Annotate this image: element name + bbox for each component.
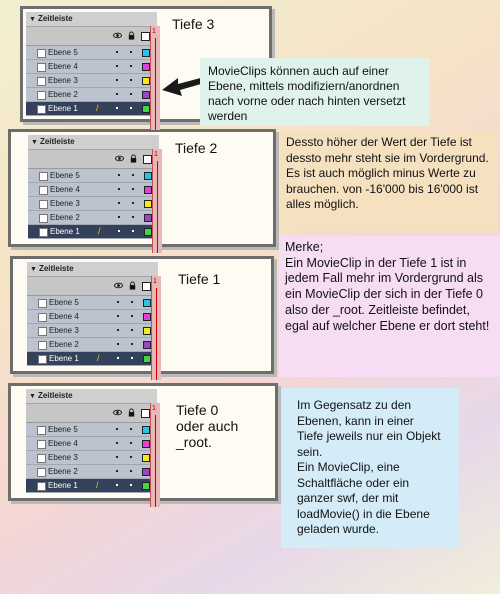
layer-color-swatch[interactable] [142,77,150,85]
layer-color-swatch[interactable] [142,468,150,476]
visibility-dot[interactable] [116,456,118,458]
visibility-dot[interactable] [118,216,120,218]
outline-icon[interactable] [141,409,150,418]
layer-icon [38,355,47,364]
outline-icon[interactable] [141,32,150,41]
layer-icon [37,440,46,449]
layer-name: Ebene 2 [49,340,79,349]
layer-row[interactable] [28,225,159,239]
layer-row[interactable] [27,324,158,338]
layer-row[interactable] [27,338,158,352]
playhead[interactable] [152,149,162,253]
layer-icon [38,327,47,336]
layer-icon [39,228,48,237]
lock-dot[interactable] [132,174,134,176]
visibility-dot[interactable] [117,343,119,345]
visibility-dot[interactable] [116,93,118,95]
lock-dot[interactable] [132,188,134,190]
layer-icon [37,454,46,463]
layer-color-swatch[interactable] [143,299,151,307]
layer-name: Ebene 5 [48,425,78,434]
layer-name: Ebene 2 [48,90,78,99]
lock-dot[interactable] [132,216,134,218]
frame-number: 1 [153,278,157,285]
tiefe-1-label: Tiefe 1 [178,271,221,287]
layer-icon [38,313,47,322]
layer-icon [39,186,48,195]
layer-icon [37,91,46,100]
lock-dot[interactable] [130,428,132,430]
layer-icon [38,341,47,350]
layer-name: Ebene 5 [49,298,79,307]
layer-row[interactable] [26,479,157,493]
visibility-dot[interactable] [116,442,118,444]
collapse-triangle-icon[interactable]: ▼ [31,139,38,146]
lock-dot[interactable] [130,456,132,458]
note-tiefe-wert: Dessto höher der Wert der Tiefe ist dessto mehr steht sie im Vordergrund. Es ist auch möglich minus Werte zu brauchen. von -16'000 bis 16'000 ist alles möglich. [280,131,498,231]
lock-dot[interactable] [130,484,132,486]
lock-dot[interactable] [130,93,132,95]
layer-row[interactable] [26,437,157,451]
layer-row[interactable] [27,310,158,324]
layer-color-swatch[interactable] [142,482,150,490]
layer-row[interactable] [26,451,157,465]
lock-dot[interactable] [132,202,134,204]
layer-icon [37,426,46,435]
layer-name: Ebene 3 [48,453,78,462]
layer-row[interactable] [27,296,158,310]
playhead[interactable] [150,403,160,507]
layer-name: Ebene 2 [50,213,80,222]
pencil-icon: / [98,226,101,236]
pencil-icon: / [97,353,100,363]
collapse-triangle-icon[interactable]: ▼ [30,266,37,273]
lock-dot[interactable] [131,357,133,359]
lock-dot[interactable] [130,442,132,444]
outline-icon[interactable] [143,155,152,164]
layer-color-swatch[interactable] [144,186,152,194]
layer-color-swatch[interactable] [142,454,150,462]
lock-dot[interactable] [130,79,132,81]
layer-row[interactable] [28,211,159,225]
tiefe-3-label: Tiefe 3 [172,16,215,32]
layer-name: Ebene 3 [50,199,80,208]
timeline-header [27,277,158,296]
layer-icon [37,63,46,72]
timeline-title-label: Zeitleiste [38,264,74,273]
layer-color-swatch[interactable] [143,327,151,335]
lock-dot[interactable] [131,301,133,303]
layer-row[interactable] [28,183,159,197]
timeline-title-label: Zeitleiste [37,14,73,23]
timeline-title[interactable] [28,135,159,150]
layer-row[interactable] [26,465,157,479]
layer-icon [37,49,46,58]
layer-name: Ebene 4 [48,62,78,71]
visibility-dot[interactable] [118,174,120,176]
lock-dot[interactable] [131,343,133,345]
layer-color-swatch[interactable] [142,440,150,448]
layer-name: Ebene 1 [49,354,79,363]
visibility-dot[interactable] [118,188,120,190]
visibility-dot[interactable] [117,315,119,317]
layer-color-swatch[interactable] [142,91,150,99]
layer-icon [37,105,46,114]
visibility-dot[interactable] [116,470,118,472]
playhead[interactable] [151,276,161,380]
timeline-title-label: Zeitleiste [37,391,73,400]
layer-name: Ebene 5 [50,171,80,180]
eye-icon[interactable] [113,31,122,40]
layer-icon [39,200,48,209]
pencil-icon: / [96,103,99,113]
visibility-dot[interactable] [117,329,119,331]
visibility-dot[interactable] [116,428,118,430]
visibility-dot[interactable] [116,107,118,109]
lock-icon[interactable] [127,31,136,40]
layer-icon [39,214,48,223]
layer-name: Ebene 4 [49,312,79,321]
eye-icon[interactable] [115,154,124,163]
timeline-header [26,27,157,46]
visibility-dot[interactable] [116,79,118,81]
visibility-dot[interactable] [116,484,118,486]
lock-dot[interactable] [131,329,133,331]
layer-row[interactable] [28,197,159,211]
layer-name: Ebene 3 [48,76,78,85]
collapse-triangle-icon[interactable]: ▼ [29,16,36,23]
visibility-dot[interactable] [118,230,120,232]
playhead-line [155,415,156,507]
timeline-title-label: Zeitleiste [39,137,75,146]
layer-row[interactable] [26,88,157,102]
visibility-dot[interactable] [117,357,119,359]
visibility-dot[interactable] [118,202,120,204]
timeline-tiefe-3 [26,12,157,116]
timeline-header [26,404,157,423]
layer-icon [39,172,48,181]
playhead-line [155,38,156,130]
layer-name: Ebene 3 [49,326,79,335]
layer-row[interactable] [27,352,158,366]
layer-name: Ebene 1 [48,104,78,113]
eye-icon[interactable] [114,281,123,290]
layer-name: Ebene 1 [48,481,78,490]
layer-name: Ebene 2 [48,467,78,476]
frame-number: 1 [152,28,156,35]
visibility-dot[interactable] [117,301,119,303]
note-movieclips-ebene: MovieClips können auch auf einer Ebene, mittels modifiziern/anordnen nach vorne oder nach hinten versetzt werden [200,58,430,126]
note-merke: Merke; Ein MovieClip in der Tiefe 1 ist in jedem Fall mehr im Vordergrund als ein MovieClip der sich in der Tiefe 0 also der _root. Zeitleiste befindet, egal auf welcher Ebene er dort steht! [279,236,500,377]
timeline-title[interactable] [26,12,157,27]
note-gegensatz: Im Gegensatz zu den Ebenen, kann in einer Tiefe jeweils nur ein Objekt sein. Ein MovieClip, eine Schaltfläche oder ein ganzer swf, der mit loadMovie() in die Ebene geladen wurde. [281,388,459,548]
layer-color-swatch[interactable] [142,63,150,71]
timeline-title[interactable] [26,389,157,404]
layer-color-swatch[interactable] [143,355,151,363]
layer-icon [37,77,46,86]
outline-icon[interactable] [142,282,151,291]
visibility-dot[interactable] [116,51,118,53]
lock-dot[interactable] [130,51,132,53]
layer-color-swatch[interactable] [143,341,151,349]
pencil-icon: / [96,480,99,490]
layer-color-swatch[interactable] [142,49,150,57]
layer-row[interactable] [26,423,157,437]
lock-dot[interactable] [131,315,133,317]
layer-color-swatch[interactable] [142,426,150,434]
layer-row[interactable] [26,60,157,74]
frame-number: 1 [152,405,156,412]
timeline-tiefe-1 [27,262,158,366]
layer-color-swatch[interactable] [142,105,150,113]
playhead-line [156,288,157,380]
layer-icon [37,468,46,477]
collapse-triangle-icon[interactable]: ▼ [29,393,36,400]
layer-color-swatch[interactable] [143,313,151,321]
tiefe-2-label: Tiefe 2 [175,140,218,156]
lock-dot[interactable] [130,65,132,67]
eye-icon[interactable] [113,408,122,417]
layer-name: Ebene 4 [50,185,80,194]
lock-dot[interactable] [130,107,132,109]
frame-number: 1 [154,151,158,158]
layer-name: Ebene 1 [50,227,80,236]
tiefe-0-label: Tiefe 0 oder auch _root. [176,402,239,450]
layer-color-swatch[interactable] [144,214,152,222]
layer-row[interactable] [28,169,159,183]
lock-dot[interactable] [132,230,134,232]
layer-row[interactable] [26,74,157,88]
layer-color-swatch[interactable] [144,172,152,180]
timeline-title[interactable] [27,262,158,277]
timeline-tiefe-2 [28,135,159,239]
layer-row[interactable] [26,46,157,60]
lock-icon[interactable] [129,154,138,163]
visibility-dot[interactable] [116,65,118,67]
playhead-line [157,161,158,253]
layer-color-swatch[interactable] [144,228,152,236]
timeline-tiefe-0 [26,389,157,493]
layer-icon [37,482,46,491]
lock-dot[interactable] [130,470,132,472]
lock-icon[interactable] [127,408,136,417]
layer-row[interactable] [26,102,157,116]
layer-name: Ebene 5 [48,48,78,57]
playhead[interactable] [150,26,160,130]
layer-name: Ebene 4 [48,439,78,448]
lock-icon[interactable] [128,281,137,290]
timeline-header [28,150,159,169]
layer-color-swatch[interactable] [144,200,152,208]
layer-icon [38,299,47,308]
